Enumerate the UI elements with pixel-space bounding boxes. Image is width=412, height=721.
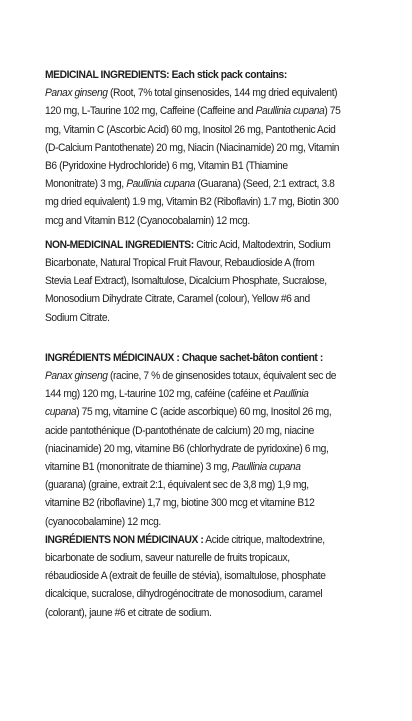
- english-medicinal-part-4: ) 75 mg, Vitamin C (Ascorbic Acid) 60 mg, Inositol 26 mg, Pantothenic Acid (D-Calcium Pantothenate) 20 mg, Niacin (Niacinamide) 20 mg, Vitamin B6 (Pyridoxine Hydrochloride) 6 mg, Vitamin B1 (Thiamine Mononitrate) 3 mg,: [45, 105, 341, 191]
- spacer: [45, 327, 342, 349]
- french-medicinal-part-2: Panax ginseng: [45, 370, 108, 383]
- english-medicinal-part-2: (Root, 7% total ginsenosides, 144 mg dried equivalent) 120 mg, L-Taurine 102 mg, Caffeine (Caffeine and: [45, 87, 338, 118]
- french-medicinal-part-5: ) 75 mg, vitamine C (acide ascorbique) 60 mg, Inositol 26 mg, acide pantothénique (D-pantothénate de calcium) 20 mg, niacine (niacinamide) 20 mg, vitamine B6 (chlorhydrate de pyridoxine) 6 mg, vitamine B1 (mononitrate de thiamine) 3 mg,: [45, 406, 332, 474]
- english-medicinal-part-5: Paullinia cupana: [126, 178, 195, 191]
- english-medicinal-part-1: Panax ginseng: [45, 87, 108, 100]
- french-non-medicinal-heading: INGRÉDIENTS NON MÉDICINAUX :: [45, 533, 204, 546]
- english-medicinal-heading: MEDICINAL INGREDIENTS: Each stick pack contains:: [45, 69, 287, 81]
- french-non-medicinal-text: Acide citrique, maltodextrine, bicarbonate de sodium, saveur naturelle de fruits tropicaux, rébaudioside A (extrait de feuille de stévia), isomaltulose, phosphate dicalcique, sucralose, dihydrogénocitrate de monosodium, caramel (colorant), jaune #6 et citrate de sodium.: [45, 533, 326, 619]
- english-medicinal-part-3: Paullinia cupana: [255, 105, 325, 118]
- french-medicinal-heading: INGRÉDIENTS MÉDICINAUX : Chaque sachet-bâton contient :: [45, 351, 323, 364]
- french-medicinal-part-6: Paullinia cupana: [231, 461, 301, 474]
- english-non-medicinal-text: Citric Acid, Maltodextrin, Sodium Bicarbonate, Natural Tropical Fruit Flavour, Rebaudioside A (from Stevia Leaf Extract), Isomaltulose, Dicalcium Phosphate, Sucralose, Monosodium Dihydrate Citrate, Caramel (colour), Yellow #6 and Sodium Citrate.: [45, 238, 331, 324]
- english-medicinal-part-6: (Guarana) (Seed, 2:1 extract, 3.8 mg dried equivalent) 1.9 mg, Vitamin B2 (Riboflavin) 1.7 mg, Biotin 300 mcg and Vitamin B12 (Cyanocobalamin) 12 mcg.: [45, 178, 339, 227]
- french-medicinal-part-3: (racine, 7 % de ginsenosides totaux, équivalent sec de 144 mg) 120 mg, L-taurine 102 mg, caféine (caféine et: [45, 370, 337, 401]
- french-medicinal-part-4: Paullinia cupana: [45, 388, 309, 419]
- french-non-medicinal-ingredients: [45, 531, 342, 622]
- english-non-medicinal-heading: NON-MEDICINAL INGREDIENTS:: [45, 238, 194, 251]
- english-medicinal-ingredients: [45, 66, 342, 230]
- ingredient-label: [45, 66, 342, 622]
- french-medicinal-ingredients: [45, 349, 342, 531]
- english-non-medicinal-ingredients: [45, 236, 342, 327]
- french-medicinal-part-7: (guarana) (graine, extrait 2:1, équivalent sec de 3,8 mg) 1,9 mg, vitamine B2 (riboflavine) 1,7 mg, biotine 300 mcg et vitamine B12 (cyanocobalamine) 12 mcg.: [45, 479, 315, 528]
